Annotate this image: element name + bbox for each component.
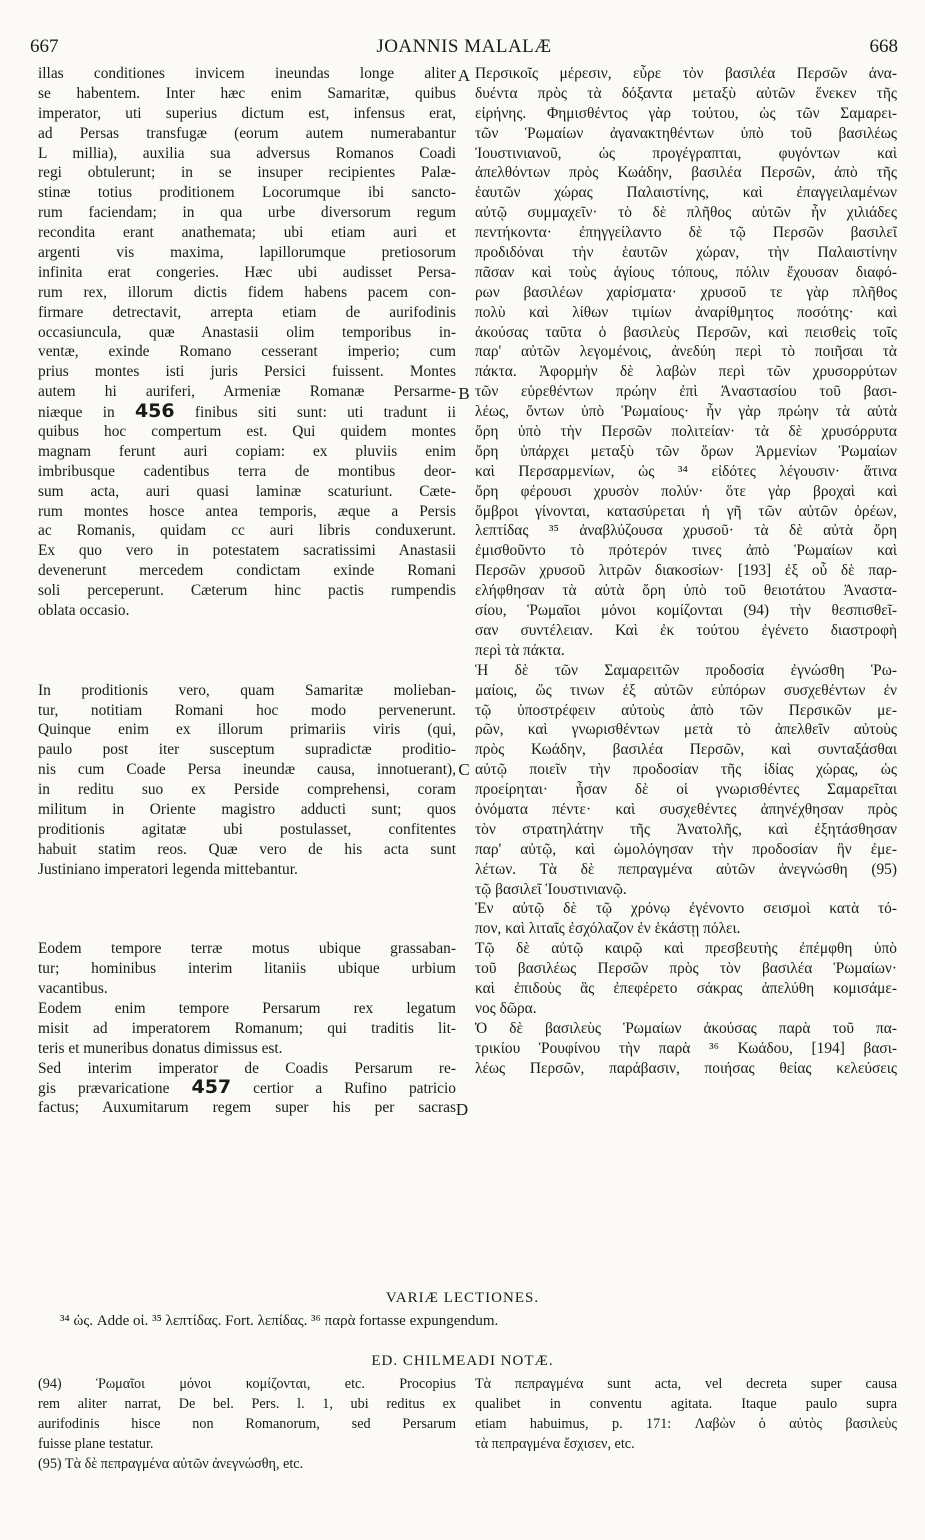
notae-title: ED. CHILMEADI NOTÆ. [371,1353,554,1369]
page-marker-456: 456 [134,402,175,423]
text-line: τῶν εὑρεθέντων πρώην ἐπὶ Ἀναστασίου τοῦ βασι- [475,383,897,401]
text-line: argenti vis maxima, lapillorumque pretiosorum [38,244,456,262]
margin-letter-d: D [455,1100,469,1119]
text-fragment: certior a Rufino patricio [253,1080,456,1098]
text-line: ρῶν, καὶ γνωρισθέντων μετὰ τὸ ἀπελθεῖν αὐτοὺς [475,721,897,739]
text-line: ελήφθησαν τὰ αὐτὰ ὄρη ὑπὸ τοῦ θειοτάτου Ἀναστα- [475,582,897,600]
page-number-right: 668 [869,36,898,57]
text-line: Eodem tempore terræ motus ubique grassaban- [38,940,456,958]
greek-paragraph-3 [475,899,897,939]
text-line: vacantibus. [38,979,108,997]
margin-letter-a: A [457,66,471,85]
text-line-with-page-marker [38,1078,456,1098]
text-line: παρ' αὐτῶν λεγομένοις, ἀνεδύη περὶ τὸ ποιῆσαι τὰ [475,343,897,361]
text-line: misit ad imperatorem Romanum; qui traditis lit- [38,1019,456,1037]
text-line: αὐτῷ ποιεῖν τὴν προδοσίαν τῆς ἰδίας χώρας, ὡς [475,761,897,779]
text-line: ac Romanis, quidam cc auri libris conduxerunt. [38,522,456,540]
text-line: καὶ ἐπιδοὺς ἃς ἐπεφέρετο σάκρας ἀπελύθη κομισάμε- [475,979,897,997]
text-line: τῷ βασιλεῖ Ἰουστινιανῷ. [475,880,627,898]
text-line: μαίοις, ὥς τινων ἐξ αὐτῶν εὐπόρων συσχεθέντων ἐν [475,681,897,699]
note-line: qualibet in conventu agitata. Itaque paulo supra [475,1395,897,1412]
text-line: σίου, Ῥωμαῖοι μόνοι κομίζονται (94) τὴν θεσπισθεῖ- [475,602,897,620]
text-line: Justiniano imperatori legenda mittebantur. [38,860,298,878]
text-line: stinæ totius proditionem Locorumque ibi sancto- [38,184,456,202]
page-marker-457: 457 [191,1078,232,1099]
text-line: ὄρη ὑπάρχει μεταξὺ τῶν ὅρων Ἀρμενίων Ῥωμαίων [475,442,897,460]
margin-letter-c: C [458,760,470,779]
text-line: παρ' αὐτῷ, καὶ ὡμολόγησαν τὴν προδοσίαν ἣν ἐμε- [475,840,897,858]
text-line: Eodem enim tempore Persarum rex legatum [38,999,456,1017]
text-line: tur, notitiam Romani hoc modo pervenerunt. [38,701,456,719]
text-line: ὄρη φέρουσι χρυσὸν πολύν· ὅτε γὰρ βροχαὶ καὶ [475,482,897,500]
latin-column [38,64,456,1118]
text-line: in reditu suo ex Perside comprehensi, coram [38,781,456,799]
running-title: JOANNIS MALALÆ [376,36,552,57]
text-line: Ex quo vero in potestatem sacratissimi Anastasii [38,542,456,560]
text-line: ἐμισθοῦντο τὸ πρότερόν τινες ἀπὸ Ῥωμαίων καὶ [475,542,897,560]
text-line: πολὺ καὶ λίθων τιμίων ἀναρίθμητος ποσότης· καὶ [475,303,897,321]
text-line: se habentem. Inter hæc enim Samaritæ, quibus [38,84,456,102]
text-line: militum in Oriente magistro adducti sunt; quos [38,800,456,818]
text-line: αὐτῷ συμμαχεῖν· τὸ δὲ πλῆθος αὐτῶν ἦν χιλιάδες [475,204,897,222]
text-line: ρων βασιλέων χαρίσματα· χρυσοῦ τε γὰρ πλῆθος [475,283,897,301]
variae-lectiones-line: ³⁴ ὡς. Adde οἱ. ³⁵ λεπτίδας. Fort. λεπίδας. ³⁶ παρὰ fortasse expungendum. [60,1313,499,1329]
text-line: ἑαυτῶν χώρας Παλαιστίνης, καὶ ἐπαγγειλαμένων [475,184,897,202]
text-line: imbribusque cadentibus terra de montibus deor- [38,462,456,480]
text-line: oblata occasio. [38,602,130,620]
note-line: Τὰ πεπραγμένα sunt acta, vel decreta super causa [475,1376,897,1392]
greek-paragraph-2 [475,661,897,900]
text-line: τῷ ὑποστρέφειν αὐτοὺς ἀπὸ τῶν Περσικῶν με- [475,701,897,719]
margin-letter-b: B [458,384,470,403]
variae-lectiones-title: VARIÆ LECTIONES. [385,1290,540,1306]
text-line: καὶ Περσαρμενίων, ὡς ³⁴ εἰδότες λέγουσιν· ἅτινα [475,462,897,480]
greek-paragraph-5 [475,1019,897,1079]
latin-paragraph-3 [38,939,456,999]
text-line: λέως, ὄντων ὑπὸ Ῥωμαίους· ἦν γὰρ πρώην τὰ αὐτὰ [475,403,897,421]
text-line: ὄρη ὑπὸ τὴν Περσῶν πολιτείαν· τὰ δὲ χρυσόρρυτα [475,423,897,441]
text-line: ventæ, exinde Romano cesserant imperio; cum [38,343,456,361]
text-line: ἀπελθόντων πρὸς Κωάδην, βασιλέα Περσῶν, ἀπὸ τῆς [475,164,897,182]
text-line: Sed interim imperator de Coadis Persarum re- [38,1059,456,1077]
text-line: rum montes hosce antea temporis, æque a Persis [38,502,456,520]
text-line: rum rex, illorum dictis fidem habens pacem con- [38,283,456,301]
text-line: δυέντα πρὸς τὰ δόξαντα μεταξὺ αὐτῶν ἕνεκεν τῆς [475,84,897,102]
page-number-left: 667 [30,36,59,57]
note-line: (94) Ῥωμαῖοι μόνοι κομίζονται, etc. Procopius [38,1376,456,1392]
text-line: περὶ τὰ πάκτα. [475,641,565,659]
note-line: aurifodinis hisce non Romanorum, sed Persarum [38,1415,456,1432]
text-line: Ἰουστινιανοῦ, ὡς προγέγραπται, φυγόντων καὶ [475,144,897,162]
text-line: Περσικοῖς μέρεσιν, εὗρε τὸν βασιλέα Περσῶν ἀνα- [475,65,897,82]
text-line-with-page-marker [38,402,456,422]
text-line: proditionis agitatæ ubi postulasset, confitentes [38,820,456,838]
text-line: habuit statim reos. Quæ vero de his acta sunt [38,840,456,858]
text-line: Quinque enim ex illorum primariis viris (qui, [38,721,456,739]
note-line: rem aliter narrat, De bel. Pers. l. 1, ubi reditus ex [38,1395,456,1412]
text-line: Ὁ δὲ βασιλεὺς Ῥωμαίων ἀκούσας παρὰ τοῦ πα- [475,1019,897,1037]
text-line: regi obtulerunt; in se insuper recipientes Palæ- [38,164,456,182]
text-fragment: niæque in [38,404,115,422]
notes-right-column [475,1376,897,1456]
text-line: paulo post iter susceptum supradictæ proditio- [38,741,456,759]
text-line: πάκτα. Ἀφορμὴν δὲ λαβὼν περὶ τῶν χρυσορρύτων [475,363,897,381]
text-line: prius montes isti juris Persici fuissent. Montes [38,363,456,381]
latin-paragraph-5 [38,1059,456,1119]
greek-column [475,64,897,1078]
text-line: Ἐν αὐτῷ δὲ τῷ χρόνῳ ἐγένοντο σεισμοὶ κατὰ τό- [475,900,897,918]
text-line: πεντήκοντα· ἐπηγγείλαντο δὲ τῷ Περσῶν βασιλεῖ [475,224,897,242]
greek-paragraph-1 [475,64,897,661]
text-line: ἀκούσας ταῦτα ὁ βασιλεὺς Περσῶν, καὶ πεισθεὶς τοῖς [475,323,897,341]
notes-left-column [38,1376,456,1475]
text-line: magnam ferunt auri copiam: ex pluviis enim [38,442,456,460]
text-line: ὄμβροι γίνονται, κατασύρεται ἡ γῆ τῶν αὐτῶν ὀρέων, [475,502,897,520]
text-line: νος δῶρα. [475,999,537,1017]
text-line: occasiuncula, quæ Anastasii olim temporibus in- [38,323,456,341]
text-line: Ἡ δὲ τῶν Σαμαρειτῶν προδοσία ἐγνώσθη Ῥω- [475,661,897,679]
text-line: τὸν στρατηλάτην τῆς Ἀνατολῆς, καὶ ἐξητάσθησαν [475,820,897,838]
text-line: teris et muneribus donatus dimissus est. [38,1039,283,1057]
text-line: devenerunt mercedem condictam exinde Romani [38,562,456,580]
text-line: factus; Auxumitarum regem super his per sacras [38,1099,456,1117]
latin-paragraph-2 [38,681,456,880]
text-line: rum faciendam; in qua urbe diversorum regum [38,204,456,222]
note-line: etiam habuimus, p. 171: Λαβὼν ὁ αὐτὸς βασιλεὺς [475,1415,897,1432]
latin-paragraph-1 [38,64,456,621]
text-line: εἰρήνης. Φημισθέντος γὰρ τούτου, ὡς τῶν Σαμαρει- [475,104,897,122]
text-line: illas conditiones invicem ineundas longe aliter [38,65,456,82]
text-line: sum acta, auri quasi laminæ scaturiunt. Cæte- [38,482,456,500]
text-line: firmare detrectavit, arrepta etiam de aurifodinis [38,303,456,321]
text-line: recondita erant anathemata; ubi etiam auri et [38,224,456,242]
text-line: nis cum Coade Persa ineundæ causa, innotuerant), [38,761,456,779]
text-line: tur; hominibus interim litaniis ubique urbium [38,960,456,978]
text-line: προείρηται· ἦσαν δὲ οἱ γνωρισθέντες Σαμαρεῖται [475,781,897,799]
text-line: imperator, uti superius dictum est, infensus erat, [38,104,456,122]
text-fragment: gis prævaricatione [38,1080,170,1098]
text-line: Τῷ δὲ αὐτῷ καιρῷ καὶ πρεσβευτὴς ἐπέμφθη ὑπὸ [475,940,897,958]
latin-paragraph-4 [38,999,456,1059]
text-line: τοῦ βασιλέως Περσῶν πρὸς τὸν βασιλέα Ῥωμαίων· [475,960,897,978]
text-line: πᾶσαν καὶ τοὺς ἁγίους τόπους, πόλιν ἔχουσαν διαφό- [475,263,897,281]
text-line: infinita erat congeries. Hæc ubi audisset Persa- [38,263,456,281]
text-line: πον, καὶ λιταῖς ἐσχόλαζον ἐν ἑκάστῃ πόλει. [475,920,741,938]
text-line: λεπτίδας ³⁵ ἀναβλύζουσα χρυσοῦ· τὰ δὲ αὐτὰ ὄρη [475,522,897,540]
text-line: σαν συντέλειαν. Καὶ ἐκ τούτου ἐγένετο διαστροφὴ [475,621,897,639]
text-line: τρικίου Ῥουφίνου τὴν παρὰ ³⁶ Κωάδου, [194] βασι- [475,1039,897,1057]
text-line: soli perceperunt. Cæterum hinc pactis rumpendis [38,582,456,600]
text-line: In proditionis vero, quam Samaritæ molieban- [38,681,456,699]
text-line: λέτων. Τὰ δὲ πεπραγμένα αὐτῶν ἀνεγνώσθη (95) [475,860,897,878]
text-line: προδιδόναι τὴν ἑαυτῶν χώραν, τὴν Παλαιστίνην [475,244,897,262]
note-line: τὰ πεπραγμένα ἔσχισεν, etc. [475,1435,635,1452]
text-line: λέως Περσῶν, παράβασιν, ποιήσας θείας κελεύσεις [475,1059,897,1077]
text-line: L millia), auxilia sua adversus Romanos Coadi [38,144,456,162]
note-line: (95) Τὰ δὲ πεπραγμένα αὐτῶν ἀνεγνώσθη, etc. [38,1455,304,1472]
page-header [30,36,898,60]
text-line: Περσῶν χρυσοῦ λιτρῶν διακοσίων· [193] ἐξ οὗ δὲ παρ- [475,562,897,580]
text-line: autem hi auriferi, Armeniæ Romanæ Persarme- [38,383,456,401]
text-line: ὀνόματα πέντε· καὶ συσχεθέντες ἀπηνέχθησαν πρὸς [475,800,897,818]
text-line: πρὸς Κωάδην, βασιλέα Περσῶν, καὶ συνταξάσθαι [475,741,897,759]
text-line: ad Persas transfugæ (eorum autem numerabantur [38,124,456,142]
text-line: quibus hoc compertum est. Qui quidem montes [38,423,456,441]
note-line: fuisse plane testatur. [38,1435,154,1452]
text-line: τῶν Ῥωμαίων ἀγανακτηθέντων ὑπὸ τοῦ βασιλέως [475,124,897,142]
greek-paragraph-4 [475,939,897,1019]
text-fragment: finibus siti sunt: uti tradunt ii [194,404,456,422]
